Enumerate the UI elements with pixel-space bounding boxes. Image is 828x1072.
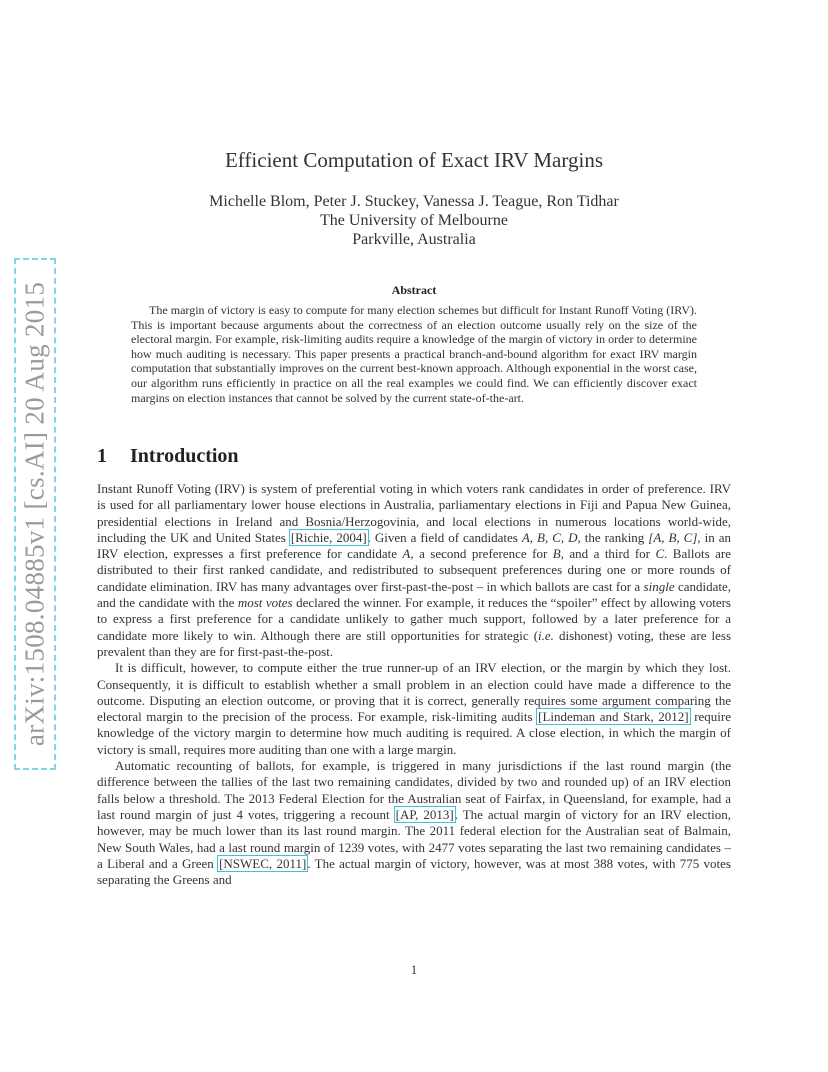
page-number: 1 <box>410 962 418 977</box>
math-candidates: A, B, C, D <box>521 529 578 545</box>
section-heading <box>97 445 239 468</box>
paragraph: Automatic recounting of ballots, for example, is triggered in many jurisdictions if the last round margin (the difference between the tallies of the last two remaining candidates, divided by two and rounded up) of an IRV election falls below a threshold. The 2013 Federal Election for the Australian seat of Fairfax, in Queensland, for example, had a last round margin of just 4 votes, triggering a recount [AP, 2013]. The actual margin of victory for an IRV election, however, may be much lower than its last round margin. The 2011 federal election for the Australian seat of Balmain, New South Wales, had a last round margin of 1239 votes, with 2477 votes separating the last two remaining candidates – a Liberal and a Green [NSWEC, 2011]. The actual margin of victory, however, was at most 388 votes, with 775 votes separating the Greens and <box>97 758 731 888</box>
paragraph: Instant Runoff Voting (IRV) is system of preferential voting in which voters rank candidates in order of preference. IRV is used for all parliamentary lower house elections in Australia, parliamentary elections in Fiji and Papua New Guinea, presidential elections in Ireland and Bosnia/Herzogovinia, and local elections in numerous locations world-wide, including the UK and United States [Richie, 2004]. Given a field of candidates A, B, C, D, the ranking [A, B, C], in an IRV election, expresses a first preference for candidate A, a second preference for B, and a third for C. Ballots are distributed to their first ranked candidate, and redistributed to subsequent preferences during one or more rounds of candidate elimination. IRV has many advantages over first-past-the-post – in which ballots are cast for a single candidate, and the candidate with the most votes declared the winner. For example, it reduces the “spoiler” effect by allowing voters to express a first preference for a candidate unlikely to gather much support, followed by a later preference for a candidate more likely to win. Although there are still opportunities for strategic (i.e. dishonest) voting, these are less prevalent than they are for first-past-the-post. <box>97 481 732 659</box>
body-text <box>97 481 731 888</box>
citation-link[interactable]: [Lindeman and Stark, 2012] <box>538 709 689 725</box>
citation-link[interactable]: [Richie, 2004] <box>290 529 367 545</box>
author-block <box>0 192 828 249</box>
arxiv-identifier[interactable]: arXiv:1508.04885v1 [cs.AI] 20 Aug 2015 <box>19 281 50 747</box>
section-number: 1 <box>97 445 107 467</box>
math-ranking: [A, B, C] <box>648 529 698 545</box>
arxiv-stamp[interactable] <box>14 258 56 770</box>
location: Parkville, Australia <box>352 231 476 248</box>
paragraph: It is difficult, however, to compute either the true runner-up of an IRV election, or the margin by which they lost. Consequently, it is difficult to establish whether a small problem in an election could have made a difference to the outcome. Disputing an election outcome, or proving that it is correct, generally requires some argument comparing the electoral margin to the precision of the process. For example, risk-limiting audits [Lindeman and Stark, 2012] require knowledge of the victory margin to determine how much auditing is required. A close election, in which the margin of victory is small, requires more auditing than one with a large margin. <box>97 660 732 757</box>
paper-title: Efficient Computation of Exact IRV Margins <box>224 148 603 172</box>
citation-link[interactable]: [NSWEC, 2011] <box>219 855 307 871</box>
abstract-heading: Abstract <box>391 283 437 297</box>
abstract-text: The margin of victory is easy to compute for many election schemes but difficult for Instant Runoff Voting (IRV). This is important because arguments about the correctness of an election outcome usually rely on the size of the electoral margin. For example, risk-limiting audits require a knowledge of the margin of victory in order to determine how much auditing is necessary. This paper presents a practical branch-and-bound algorithm for exact IRV margin computation that substantially improves on the current best-known approach. Although exponential in the worst case, our algorithm runs efficiently in practice on all the real examples we could find. We can efficiently discover exact margins on election instances that cannot be solved by the current state-of-the-art. <box>131 303 697 405</box>
author-names: Michelle Blom, Peter J. Stuckey, Vanessa J. Teague, Ron Tidhar <box>209 193 619 210</box>
section-title: Introduction <box>130 445 239 467</box>
affiliation: The University of Melbourne <box>320 212 508 229</box>
citation-link[interactable]: [AP, 2013] <box>395 806 454 822</box>
